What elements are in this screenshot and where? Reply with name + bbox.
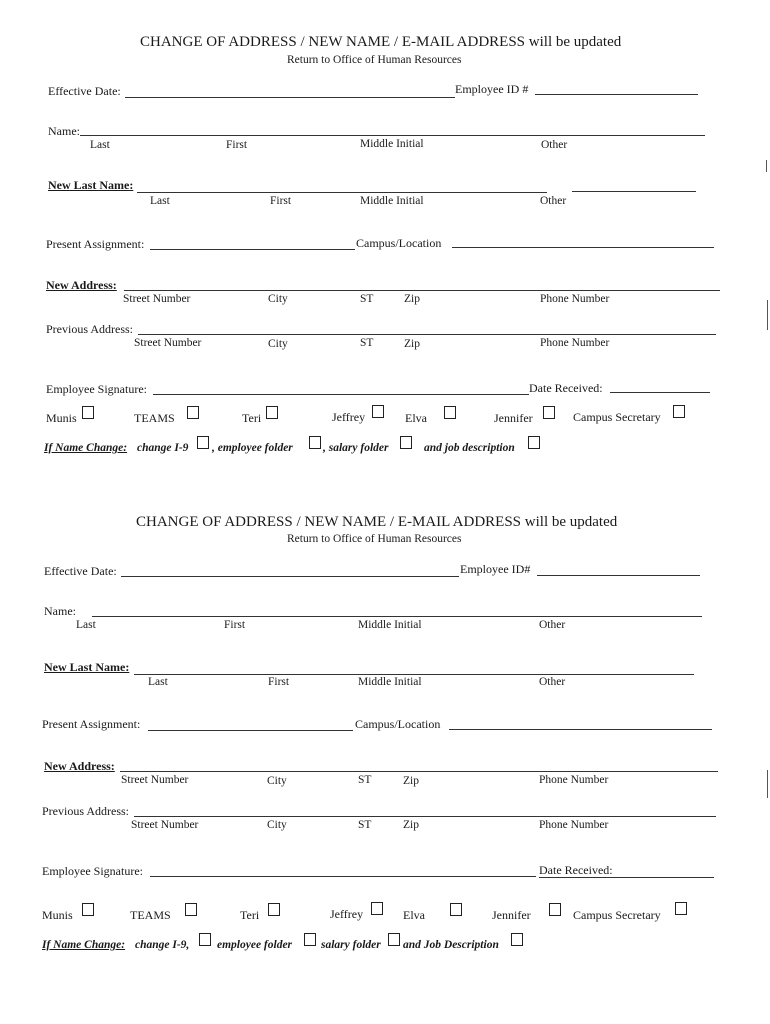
prev-address-part-phone: Phone Number (540, 337, 610, 349)
prev-address-part-city: City (267, 819, 287, 831)
recipient-teams: TEAMS (130, 908, 171, 922)
recipient-teams: TEAMS (134, 411, 175, 425)
name-part-last: Last (76, 619, 96, 631)
previous-address-label: Previous Address: (42, 804, 129, 818)
jeffrey-checkbox[interactable] (371, 902, 383, 915)
new-name-part-first: First (268, 676, 290, 688)
employee-id-label: Employee ID# (460, 562, 531, 576)
new-last-name-label: New Last Name: (44, 660, 130, 674)
name-part-other: Other (541, 139, 568, 151)
name-change-label: If Name Change: (42, 939, 126, 951)
scan-artifact-line (767, 770, 768, 798)
jennifer-checkbox[interactable] (549, 903, 561, 916)
campus-location-label: Campus/Location (355, 717, 441, 731)
address-part-city: City (267, 775, 287, 787)
new-address-text: New Address: (46, 278, 117, 292)
recipient-elva: Elva (403, 908, 425, 922)
address-part-phone: Phone Number (540, 293, 610, 305)
form-title: CHANGE OF ADDRESS / NEW NAME / E-MAIL ADDRESS will be updated (140, 34, 622, 50)
effective-date-label: Effective Date: (48, 84, 121, 98)
address-part-st: ST (358, 774, 372, 786)
prev-address-part-street: Street Number (134, 337, 202, 349)
new-name-part-last: Last (150, 195, 170, 207)
employee-id-field[interactable] (537, 575, 700, 576)
salary-folder-checkbox[interactable] (388, 933, 400, 946)
prev-address-part-zip: Zip (404, 338, 420, 350)
new-name-part-first: First (270, 195, 292, 207)
employee-signature-label: Employee Signature: (46, 382, 147, 396)
prev-address-part-zip: Zip (403, 819, 419, 831)
recipient-campus-secretary: Campus Secretary (573, 908, 661, 922)
name-change-job-description: and Job Description (403, 939, 499, 951)
name-label: Name: (48, 124, 80, 138)
new-last-name-label: New Last Name: (48, 178, 134, 192)
name-change-salary-folder: , salary folder (323, 442, 389, 454)
elva-checkbox[interactable] (450, 903, 462, 916)
date-received-field[interactable] (539, 877, 714, 878)
munis-checkbox[interactable] (82, 903, 94, 916)
name-part-first: First (226, 139, 248, 151)
recipient-teri: Teri (240, 908, 260, 922)
address-part-street: Street Number (121, 774, 189, 786)
new-address-field[interactable] (120, 771, 718, 772)
prev-address-part-st: ST (358, 819, 372, 831)
date-received-label: Date Received: (539, 863, 613, 877)
new-address-text: New Address: (44, 759, 115, 773)
address-part-phone: Phone Number (539, 774, 609, 786)
name-part-other: Other (539, 619, 566, 631)
employee-id-label: Employee ID # (455, 82, 529, 96)
new-name-part-middle: Middle Initial (358, 676, 422, 688)
name-change-employee-folder: employee folder (217, 939, 293, 951)
name-field[interactable] (92, 616, 702, 617)
new-last-name-field[interactable] (134, 674, 694, 675)
effective-date-label: Effective Date: (44, 564, 117, 578)
address-part-street: Street Number (123, 293, 191, 305)
recipient-munis: Munis (42, 908, 73, 922)
name-change-i9: change I-9 (137, 442, 189, 454)
employee-signature-label: Employee Signature: (42, 864, 143, 878)
form-subtitle: Return to Office of Human Resources (287, 54, 462, 66)
i9-checkbox[interactable] (199, 933, 211, 946)
recipient-teri: Teri (242, 411, 262, 425)
effective-date-field[interactable] (121, 576, 459, 577)
name-change-salary-folder: salary folder (321, 939, 381, 951)
name-part-middle: Middle Initial (360, 138, 424, 150)
date-received-label: Date Received: (529, 381, 603, 395)
new-address-label (44, 759, 115, 774)
recipient-jennifer: Jennifer (494, 411, 533, 425)
form-subtitle: Return to Office of Human Resources (287, 533, 462, 545)
name-change-label: If Name Change: (44, 442, 128, 454)
new-name-part-middle: Middle Initial (360, 195, 424, 207)
scan-artifact-line (766, 160, 767, 172)
address-part-city: City (268, 293, 288, 305)
present-assignment-label: Present Assignment: (46, 237, 145, 251)
recipient-jennifer: Jennifer (492, 908, 531, 922)
address-part-zip: Zip (404, 293, 420, 305)
prev-address-part-city: City (268, 338, 288, 350)
name-part-middle: Middle Initial (358, 619, 422, 631)
form-title: CHANGE OF ADDRESS / NEW NAME / E-MAIL ADDRESS will be updated (136, 514, 618, 530)
teri-checkbox[interactable] (268, 903, 280, 916)
recipient-jeffrey: Jeffrey (330, 907, 364, 921)
teams-checkbox[interactable] (185, 903, 197, 916)
prev-address-part-street: Street Number (131, 819, 199, 831)
new-name-part-last: Last (148, 676, 168, 688)
recipient-campus-secretary: Campus Secretary (573, 410, 661, 424)
previous-address-label: Previous Address: (46, 322, 133, 336)
campus-location-field[interactable] (449, 729, 712, 730)
name-part-last: Last (90, 139, 110, 151)
name-label: Name: (44, 604, 76, 618)
prev-address-part-st: ST (360, 337, 374, 349)
address-part-st: ST (360, 293, 374, 305)
recipient-elva: Elva (405, 411, 427, 425)
recipient-munis: Munis (46, 411, 77, 425)
new-name-part-other: Other (540, 195, 567, 207)
prev-address-part-phone: Phone Number (539, 819, 609, 831)
address-part-zip: Zip (403, 775, 419, 787)
previous-address-field[interactable] (134, 816, 716, 817)
campus-location-label: Campus/Location (356, 236, 442, 250)
name-change-job-description: and job description (424, 442, 515, 454)
scan-artifact-line (767, 300, 768, 330)
name-change-employee-folder: , employee folder (212, 442, 293, 454)
name-part-first: First (224, 619, 246, 631)
employee-folder-checkbox[interactable] (304, 933, 316, 946)
name-change-i9: change I-9, (135, 939, 190, 951)
job-description-checkbox[interactable] (511, 933, 523, 946)
new-name-part-other: Other (539, 676, 566, 688)
present-assignment-label: Present Assignment: (42, 717, 141, 731)
present-assignment-field[interactable] (148, 730, 353, 731)
employee-signature-field[interactable] (150, 876, 536, 877)
recipient-jeffrey: Jeffrey (332, 410, 366, 424)
campus-secretary-checkbox[interactable] (675, 902, 687, 915)
